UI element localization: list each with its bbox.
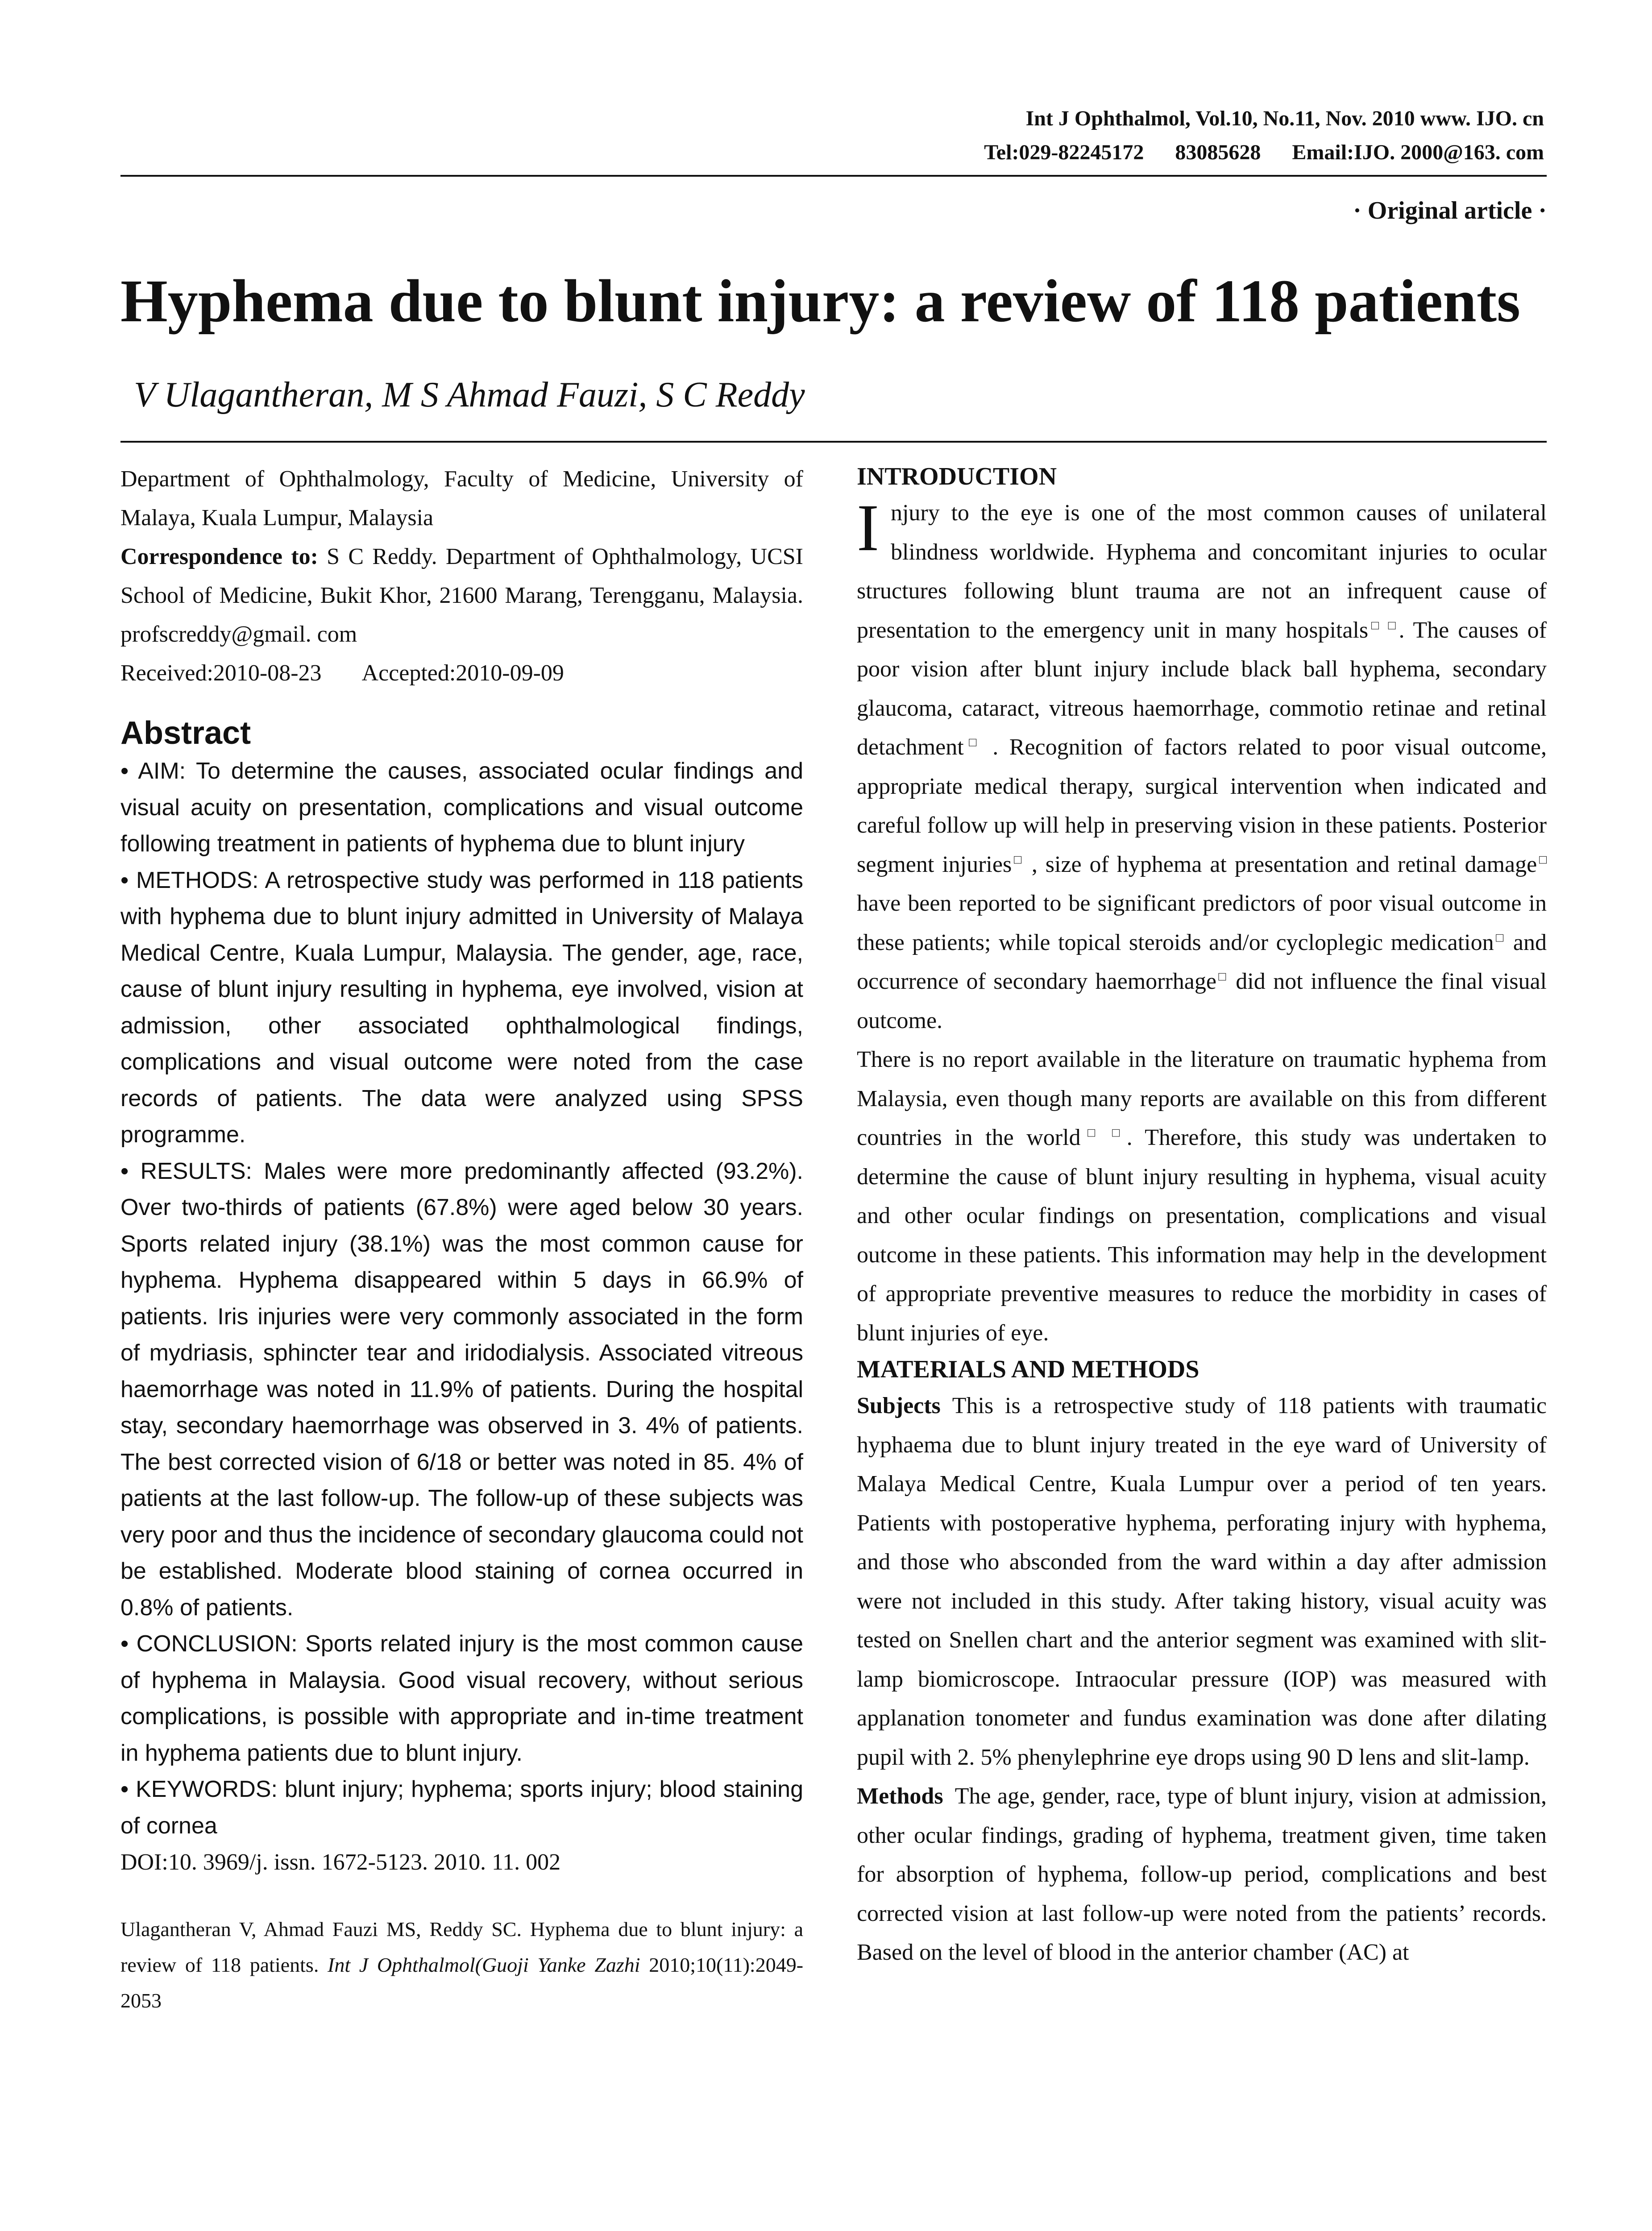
reference-mark: □	[963, 735, 982, 750]
journal-header	[866, 102, 1544, 170]
reference-mark: □ □	[1368, 618, 1399, 633]
subjects-text: This is a retrospective study of 118 patients with traumatic hyphaema due to blunt injury treated in the eye ward of University of Malaya Medical Centre, Kuala Lumpur over a period of ten years. Patients with postoperative hyphema, perforating injury with hyphema, and those who absconded from the ward within a day after admission were not included in this study. After taking history, visual acuity was tested on Snellen chart and the anterior segment was examined with slit-lamp biomicroscope. Intraocular pressure (IOP) was measured with applanation tonometer and fundus examination was done after dilating pupil with 2. 5% phenylephrine eye drops using 90 D lens and slit-lamp.	[857, 1393, 1547, 1770]
authors-rule	[120, 441, 1547, 443]
article-title: Hyphema due to blunt injury: a review of 118 patients	[120, 268, 1520, 335]
intro-text-i: . Therefore, this study was undertaken to determine the cause of blunt injury resulting in hyphema, visual acuity and other ocular findings on presentation, complications and visual outcome in these patients. This information may help in the development of appropriate preventive measures to reduce the morbidity in cases of blunt injuries of eye.	[857, 1125, 1547, 1346]
introduction-p1	[857, 493, 1547, 1040]
intro-text-g: did not influence the final visual outcome.	[857, 969, 1547, 1033]
abstract-methods: • METHODS: A retrospective study was performed in 118 patients with hyphema due to blunt injury admitted in University of Malaya Medical Centre, Kuala Lumpur, Malaysia. The gender, age, race, cause of blunt injury resulting in hyphema, eye involved, vision at admission, other associated ophthalmological findings, complications and visual outcome were noted from the case records of patients. The data were analyzed using SPSS programme.	[120, 867, 803, 1148]
abstract-conclusion: • CONCLUSION: Sports related injury is the most common cause of hyphema in Malaysia. Good visual recovery, without serious complications, is possible with appropriate and in-time treatment in hyphema patients due to blunt injury.	[120, 1631, 803, 1766]
reference-mark: □	[1012, 853, 1024, 867]
accepted-date: Accepted:2010-09-09	[361, 660, 564, 686]
intro-text-e: have been reported to be significant predictors of poor visual outcome in these patients; while topical steroids and/or cycloplegic medication	[857, 891, 1547, 955]
dropcap: I	[857, 491, 879, 565]
materials-heading: MATERIALS AND METHODS	[857, 1356, 1200, 1383]
doi: DOI:10. 3969/j. issn. 1672-5123. 2010. 11. 002	[120, 1849, 561, 1875]
reference-mark: □	[1494, 931, 1506, 945]
correspondence-text: S C Reddy. Department of Ophthalmology, UCSI School of Medicine, Bukit Khor, 21600 Marang, Terengganu, Malaysia. profscreddy@gmail. com	[120, 544, 803, 647]
citation-tail: 2010;10(11):2049-2053	[120, 1953, 804, 2012]
journal-info: Int J Ophthalmol, Vol.10, No.11, Nov. 2010 www. IJO. cn	[1025, 107, 1544, 130]
left-column	[120, 460, 803, 2019]
intro-text-a: njury to the eye is one of the most common causes of unilateral blindness worldwide. Hyphema and concomitant injuries to ocular structures following blunt trauma are not an infrequent cause of presentation to the emergency unit in many hospitals	[857, 500, 1547, 643]
introduction-p2	[857, 1040, 1547, 1352]
journal-tel: Tel:029-82245172	[984, 141, 1144, 164]
correspondence-label: Correspondence to:	[120, 544, 318, 569]
affiliation: Department of Ophthalmology, Faculty of Medicine, University of Malaya, Kuala Lumpur, Malaysia	[120, 466, 803, 531]
citation-text: Ulagantheran V, Ahmad Fauzi MS, Reddy SC. Hyphema due to blunt injury: a review of 118 patients.	[120, 1918, 803, 1976]
journal-email: Email:IJO. 2000@163. com	[1292, 141, 1544, 164]
subjects-label: Subjects	[857, 1393, 941, 1418]
dates	[120, 654, 803, 693]
header-rule	[120, 175, 1547, 177]
correspondence	[120, 537, 803, 654]
intro-text-b: . The causes of poor vision after blunt injury include black ball hyphema, secondary glaucoma, cataract, vitreous haemorrhage, commotio retinae and retinal detachment	[857, 617, 1547, 760]
methods-paragraph	[857, 1777, 1547, 1972]
intro-text-f: and occurrence of secondary haemorrhage	[857, 929, 1547, 994]
authors: V Ulagantheran, M S Ahmad Fauzi, S C Reddy	[134, 375, 805, 415]
intro-text-c: . Recognition of factors related to poor visual outcome, appropriate medical therapy, surgical intervention when indicated and careful follow up will help in preserving vision in these patients. Posterior segment injuries	[857, 734, 1547, 877]
citation-journal: Int J Ophthalmol(Guoji Yanke Zazhi	[328, 1953, 640, 1976]
methods-label: Methods	[857, 1783, 943, 1809]
journal-tel2: 83085628	[1175, 141, 1261, 164]
subjects-paragraph	[857, 1386, 1547, 1777]
reference-mark: □	[1216, 970, 1228, 984]
reference-mark: □	[1537, 853, 1547, 867]
citation	[120, 1912, 803, 2019]
introduction-heading: INTRODUCTION	[857, 463, 1057, 490]
abstract-results: • RESULTS: Males were more predominantly affected (93.2%). Over two-thirds of patients (67.8%) were aged below 30 years. Sports related injury (38.1%) was the most common cause for hyphema. Hyphema disappeared within 5 days in 66.9% of patients. Iris injuries were very commonly associated in the form of mydriasis, sphincter tear and iridodialysis. Associated vitreous haemorrhage was noted in 11.9% of patients. During the hospital stay, secondary haemorrhage was observed in 3. 4% of patients. The best corrected vision of 6/18 or better was noted in 85. 4% of patients at the last follow-up. The follow-up of these subjects was very poor and thus the incidence of secondary glaucoma could not be established. Moderate blood staining of cornea occurred in 0.8% of patients.	[120, 1158, 803, 1621]
journal-contact	[866, 136, 1544, 170]
abstract-aim: • AIM: To determine the causes, associated ocular findings and visual acuity on presentation, complications and visual outcome following treatment in patients of hyphema due to blunt injury	[120, 758, 803, 857]
abstract-heading: Abstract	[120, 715, 251, 751]
article-type: · Original article ·	[1353, 197, 1547, 224]
received-date: Received:2010-08-23	[120, 660, 322, 686]
abstract-keywords: • KEYWORDS: blunt injury; hyphema; sports injury; blood staining of cornea	[120, 1776, 803, 1839]
reference-mark: □ □	[1080, 1126, 1127, 1140]
intro-text-d: , size of hyphema at presentation and retinal damage	[1031, 851, 1537, 877]
right-column	[857, 460, 1547, 1972]
methods-text: The age, gender, race, type of blunt injury, vision at admission, other ocular findings, grading of hyphema, treatment given, time taken for absorption of hyphema, follow-up period, complications and best corrected vision at last follow-up were noted from the patients’ records. Based on the level of blood in the anterior chamber (AC) at	[857, 1783, 1547, 1965]
intro-text-h: There is no report available in the literature on traumatic hyphema from Malaysia, even though many reports are available on this from different countries in the world	[857, 1047, 1547, 1150]
